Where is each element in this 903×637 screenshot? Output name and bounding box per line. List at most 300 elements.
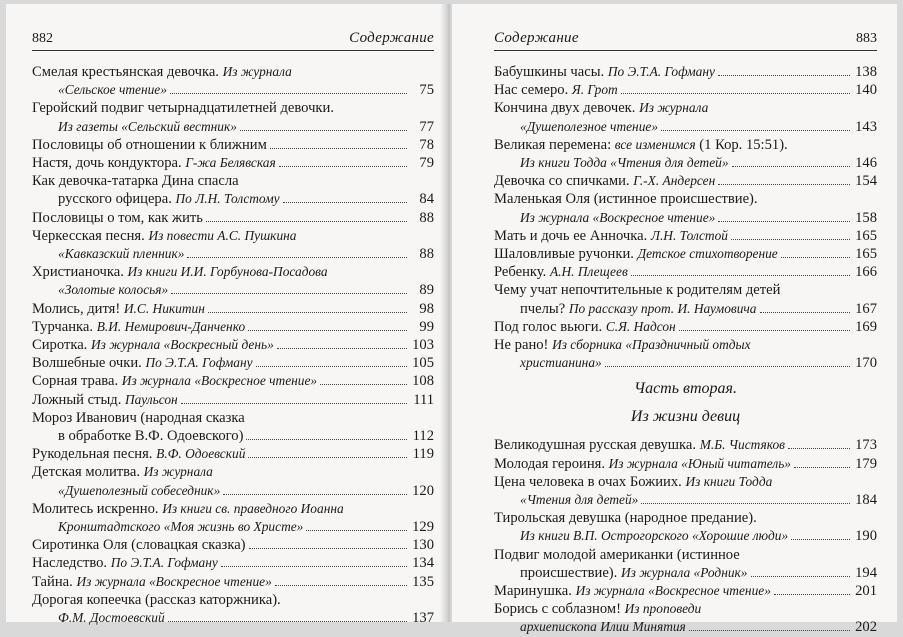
toc-entry: [494, 63, 877, 81]
dot-leader: [718, 221, 850, 222]
toc-page-number: 201: [855, 583, 877, 600]
toc-entry-text: [520, 209, 715, 227]
toc-entry-line: [32, 372, 434, 390]
toc-entry-text: [494, 455, 791, 473]
toc-entry-line: [32, 409, 434, 427]
dot-leader: [249, 548, 407, 549]
toc-entry-line: [32, 536, 434, 554]
toc-entry-source: «Душеполезный собеседник»: [58, 482, 221, 498]
toc-entry-title: Мать и дочь ее Анночка.: [494, 227, 651, 244]
dot-leader: [306, 530, 407, 531]
toc-entry-continuation: [32, 245, 434, 263]
toc-entry: [32, 209, 434, 227]
dot-leader: [605, 366, 850, 367]
dot-leader: [275, 585, 407, 586]
toc-entry-title: Под голос вьюги.: [494, 318, 606, 335]
toc-entry-text: [32, 409, 245, 427]
toc-entry-text: [494, 436, 785, 454]
toc-entry-text: [494, 263, 628, 281]
page-number: 883: [856, 31, 877, 46]
toc-entry: [32, 554, 434, 572]
toc-entry: [32, 318, 434, 336]
toc-entry-source: По Э.Т.А. Гофману: [607, 64, 715, 79]
dot-leader: [168, 621, 407, 622]
toc-entry: [32, 336, 434, 354]
toc-entry: [494, 172, 877, 190]
toc-entry-text: [494, 136, 788, 154]
toc-entry-line: [32, 63, 434, 81]
toc-entry-source: И.С. Никитин: [123, 300, 205, 316]
toc-entry-source: Из книги В.П. Острогорского «Хорошие люди»: [520, 528, 789, 544]
toc-entry-source: Из книги Тодда «Чтения для детей»: [520, 155, 729, 171]
toc-entry-continuation: [32, 190, 434, 208]
toc-entry-continuation: [494, 300, 877, 318]
toc-entry-title: Дорогая копеечка (рассказ каторжника).: [32, 591, 281, 608]
toc-entry-text: [520, 118, 658, 136]
toc-entry-title: Сиротка.: [32, 337, 91, 354]
toc-entry-title: Девочка со спичками.: [494, 173, 634, 190]
toc-entry: [32, 263, 434, 299]
toc-page-number: 166: [855, 264, 877, 281]
toc-page-number: 135: [412, 573, 434, 590]
dot-leader: [774, 594, 850, 595]
toc-entry-title: русского офицера.: [58, 191, 176, 208]
toc-entry: [32, 354, 434, 372]
toc-entry-source: Из журнала: [143, 464, 213, 480]
toc-entry: [494, 281, 877, 317]
dot-leader: [223, 494, 407, 495]
toc-entry-title: Борись с соблазном!: [494, 601, 625, 618]
page-number: 882: [32, 31, 53, 46]
toc-entry-source: Из журнала «Воскресное чтение»: [76, 573, 272, 589]
toc-entry-line: [494, 473, 877, 491]
dot-leader: [751, 576, 851, 577]
toc-entry-text: [32, 318, 245, 336]
dot-leader: [248, 457, 407, 458]
toc-entry-text: [58, 281, 168, 299]
toc-page-number: 98: [419, 300, 434, 317]
toc-entry-line: [494, 455, 877, 473]
toc-entry-text: [494, 336, 751, 354]
toc-entry-title: Бабушкины часы.: [494, 64, 608, 80]
toc-entry-title: Волшебные очки.: [32, 355, 146, 372]
toc-entry-title: Маринушка.: [494, 583, 576, 600]
toc-entry-source: Из книги И.И. Горбунова-Посадова: [127, 264, 328, 280]
toc-entry: [32, 591, 434, 627]
toc-entry-source: Из журнала: [222, 64, 292, 79]
toc-entry-source: С.Я. Надсон: [605, 318, 676, 334]
toc-entry-source: М.Б. Чистяков: [699, 437, 785, 453]
toc-entry-text: [494, 63, 715, 81]
dot-leader: [221, 566, 407, 567]
toc-entry-source: Паульсон: [125, 391, 178, 407]
toc-page-number: 84: [419, 191, 434, 208]
toc-entry-text: [494, 245, 778, 263]
toc-entry-title: Великая перемена:: [494, 136, 615, 153]
left-page-header: [32, 4, 434, 51]
toc-entry-title: происшествие).: [520, 564, 621, 581]
toc-entry: [494, 81, 877, 99]
dot-leader: [718, 184, 850, 185]
toc-entry-line: [32, 354, 434, 372]
toc-entry-text: [494, 227, 728, 245]
part-subtitle: Из жизни девиц: [630, 408, 741, 426]
toc-page-number: 158: [855, 209, 877, 226]
toc-entry-text: [58, 518, 303, 536]
toc-entry-text: [58, 245, 184, 263]
toc-entry-text: [32, 227, 296, 245]
toc-entry-text: [494, 318, 676, 336]
toc-entry-continuation: [32, 518, 434, 536]
toc-entry: [32, 391, 434, 409]
toc-entry: [32, 136, 434, 154]
toc-entry-title: Тайна.: [32, 573, 77, 590]
toc-entry: [32, 227, 434, 263]
toc-entry-source: «Кавказский пленник»: [58, 246, 185, 262]
toc-page-number: 194: [855, 564, 877, 581]
toc-entry-title: (1 Кор. 15:51).: [695, 136, 788, 153]
toc-page-number: 165: [855, 246, 877, 263]
toc-entry-text: [494, 172, 715, 190]
toc-entry-continuation: [32, 609, 434, 627]
toc-page-number: 169: [855, 318, 877, 335]
toc-entry-line: [494, 63, 877, 81]
toc-entry-line: [494, 81, 877, 99]
toc-entry-title: Настя, дочь кондуктора.: [32, 155, 186, 172]
toc-entry-text: [32, 573, 272, 591]
toc-page-number: 89: [419, 282, 434, 299]
dot-leader: [781, 257, 850, 258]
toc-entry-source: Л.Н. Толстой: [650, 227, 728, 243]
toc-entry-text: [494, 509, 757, 527]
toc-page-number: 77: [419, 118, 434, 135]
toc-entry-title: Кончина двух девочек.: [494, 100, 640, 117]
toc-entry-source: Из журнала: [639, 100, 709, 116]
toc-entry: [494, 455, 877, 473]
toc-entry-line: [32, 500, 434, 518]
dot-leader: [760, 312, 851, 313]
toc-entry-source: Детское стихотворение: [637, 246, 778, 262]
toc-entry-text: [58, 81, 167, 99]
toc-entry-continuation: [32, 281, 434, 299]
toc-entry-source: В.И. Немирович-Данченко: [96, 318, 246, 334]
toc-entry: [32, 536, 434, 554]
toc-entry-title: Наследство.: [32, 555, 111, 572]
toc-entry-source: Из журнала «Воскресное чтение»: [520, 209, 716, 225]
toc-entry-line: [32, 591, 434, 609]
toc-list-right: [494, 63, 877, 372]
toc-entry-text: [32, 591, 281, 609]
toc-entry-line: [494, 582, 877, 600]
toc-entry-source: архиепископа Илии Минятия: [520, 619, 686, 635]
toc-page-number: 108: [412, 373, 434, 390]
toc-entry-text: [494, 281, 780, 299]
toc-entry-text: [32, 263, 328, 281]
toc-entry-text: [32, 445, 245, 463]
toc-page-number: 170: [855, 355, 877, 372]
toc-entry-source: Из журнала «Воскресный день»: [90, 337, 274, 353]
toc-entry-source: Кронштадтского «Моя жизнь во Христе»: [58, 519, 304, 535]
dot-leader: [246, 439, 407, 440]
toc-entry-title: Сорная трава.: [32, 373, 122, 390]
toc-entry: [494, 99, 877, 135]
toc-entry: [32, 99, 434, 135]
toc-entry: [494, 336, 877, 372]
toc-entry-line: [494, 172, 877, 190]
toc-entry: [32, 154, 434, 172]
toc-entry-line: [32, 263, 434, 281]
toc-entry: [32, 409, 434, 445]
toc-entry-text: [58, 482, 220, 500]
toc-page-number: 134: [412, 555, 434, 572]
right-page-header: [494, 4, 877, 51]
toc-entry-text: [32, 172, 239, 190]
running-title: Содержание: [494, 30, 579, 46]
toc-page-number: 173: [855, 437, 877, 454]
toc-entry-text: [520, 154, 729, 172]
toc-entry-text: [32, 354, 253, 372]
toc-entry: [32, 573, 434, 591]
toc-page-number: 112: [412, 428, 434, 445]
toc-entry: [494, 318, 877, 336]
toc-entry: [494, 245, 877, 263]
toc-page-number: 105: [412, 355, 434, 372]
toc-list-right-part2: [494, 436, 877, 636]
toc-entry-line: [32, 209, 434, 227]
toc-entry-source: По Э.Т.А. Гофману: [145, 355, 253, 371]
toc-entry-line: [32, 463, 434, 481]
toc-entry-source: В.Ф. Одоевский: [156, 446, 246, 462]
toc-entry-text: [520, 527, 788, 545]
toc-entry: [494, 546, 877, 582]
toc-entry-title: Пословицы о том, как жить: [32, 209, 203, 226]
toc-entry-text: [520, 300, 757, 318]
dot-leader: [732, 166, 850, 167]
toc-page-number: 165: [855, 227, 877, 244]
toc-entry-source: Из журнала «Родник»: [620, 564, 748, 580]
toc-entry-text: [494, 81, 618, 99]
toc-entry: [494, 600, 877, 636]
dot-leader: [794, 467, 850, 468]
dot-leader: [788, 448, 850, 449]
toc-entry-text: [32, 136, 267, 154]
toc-page-number: 88: [419, 209, 434, 226]
toc-entry-source: Ф.М. Достоевский: [58, 610, 165, 626]
toc-entry-text: [32, 463, 213, 481]
toc-entry-title: Великодушная русская девушка.: [494, 437, 700, 454]
toc-entry-line: [494, 136, 877, 154]
toc-entry-title: Чему учат непочтительные к родителям детей: [494, 282, 781, 299]
toc-entry-source: «Сельское чтение»: [58, 82, 167, 98]
toc-entry-text: [494, 473, 772, 491]
dot-leader: [689, 630, 850, 631]
toc-entry-continuation: [494, 491, 877, 509]
toc-entry: [494, 136, 877, 172]
dot-leader: [170, 93, 407, 94]
toc-entry-line: [32, 300, 434, 318]
toc-entry-line: [494, 546, 877, 564]
dot-leader: [279, 166, 407, 167]
toc-entry-title: Мороз Иванович (народная сказка: [32, 409, 245, 426]
toc-entry-line: [494, 336, 877, 354]
toc-entry-title: Смелая крестьянская девочка.: [32, 64, 223, 80]
toc-entry-continuation: [494, 154, 877, 172]
toc-entry-title: Нас семеро.: [494, 82, 572, 99]
toc-entry-source: По Э.Т.А. Гофману: [110, 555, 218, 571]
toc-entry-source: Г.-Х. Андерсен: [633, 173, 716, 189]
toc-entry-text: [32, 391, 178, 409]
toc-entry-source: все изменимся: [614, 136, 696, 152]
toc-entry-text: [58, 609, 165, 627]
toc-page-number: 75: [419, 82, 434, 99]
toc-entry-line: [32, 227, 434, 245]
toc-entry-source: Из книги Тодда: [685, 473, 773, 489]
toc-list-left: [32, 63, 434, 627]
toc-page-number: 88: [419, 246, 434, 263]
toc-entry-line: [494, 509, 877, 527]
toc-entry-text: [494, 190, 758, 208]
toc-entry-line: [32, 336, 434, 354]
toc-entry-continuation: [494, 118, 877, 136]
toc-entry-source: Из журнала «Юный читатель»: [608, 455, 791, 471]
dot-leader: [187, 257, 407, 258]
toc-entry-title: Геройский подвиг четырнадцатилетней девочки.: [32, 100, 334, 117]
toc-page-number: 99: [419, 318, 434, 335]
toc-entry-title: Черкесская песня.: [32, 227, 149, 244]
right-page: [452, 4, 897, 636]
toc-page-number: 111: [413, 391, 434, 408]
toc-entry-line: [494, 227, 877, 245]
toc-entry-text: [32, 154, 276, 172]
toc-page-number: 119: [412, 446, 434, 463]
toc-entry-text: [32, 500, 344, 518]
toc-entry-source: Из журнала «Воскресное чтение»: [575, 583, 771, 599]
toc-page-number: 129: [412, 519, 434, 536]
toc-entry-text: [32, 536, 246, 554]
toc-page-number: 190: [855, 528, 877, 545]
dot-leader: [277, 348, 407, 349]
toc-page-number: 120: [412, 482, 434, 499]
toc-entry-title: Молись, дитя!: [32, 300, 124, 317]
toc-entry-line: [494, 600, 877, 618]
toc-entry-line: [32, 154, 434, 172]
dot-leader: [731, 239, 850, 240]
toc-entry: [32, 463, 434, 499]
toc-page-number: 79: [419, 155, 434, 172]
toc-entry-text: [494, 99, 708, 117]
toc-entry-continuation: [32, 482, 434, 500]
toc-entry: [32, 445, 434, 463]
toc-entry-line: [494, 263, 877, 281]
toc-entry-line: [494, 245, 877, 263]
toc-entry-line: [494, 99, 877, 117]
toc-entry-title: Детская молитва.: [32, 464, 144, 481]
toc-entry: [494, 436, 877, 454]
toc-entry-continuation: [494, 527, 877, 545]
toc-entry-text: [494, 600, 701, 618]
dot-leader: [791, 539, 850, 540]
toc-entry-continuation: [32, 427, 434, 445]
dot-leader: [171, 293, 407, 294]
toc-entry-line: [32, 99, 434, 117]
toc-entry-line: [32, 445, 434, 463]
toc-entry-text: [494, 546, 740, 564]
toc-entry-text: [58, 190, 280, 208]
toc-entry-source: «Чтения для детей»: [520, 492, 639, 508]
dot-leader: [256, 366, 407, 367]
toc-entry: [494, 190, 877, 226]
toc-entry: [32, 500, 434, 536]
toc-entry-title: Рукодельная песня.: [32, 446, 157, 463]
toc-page-number: 202: [855, 619, 877, 636]
toc-entry-source: христианина»: [520, 355, 602, 371]
toc-entry-continuation: [494, 209, 877, 227]
toc-entry-line: [494, 318, 877, 336]
toc-entry-title: Ложный стыд.: [32, 391, 126, 408]
toc-page-number: 179: [855, 455, 877, 472]
toc-page-number: 103: [412, 337, 434, 354]
toc-entry-source: Г-жа Белявская: [185, 155, 276, 171]
toc-entry-source: Из журнала «Воскресное чтение»: [121, 373, 318, 389]
toc-entry: [32, 372, 434, 390]
toc-entry: [32, 172, 434, 208]
toc-entry-title: в обработке В.Ф. Одоевского): [58, 428, 244, 445]
toc-entry-line: [32, 573, 434, 591]
running-title: Содержание: [349, 30, 434, 46]
toc-entry-source: Из повести А.С. Пушкина: [148, 227, 297, 243]
toc-entry-continuation: [32, 81, 434, 99]
toc-entry-text: [32, 99, 334, 117]
toc-entry: [32, 300, 434, 318]
toc-page-number: 137: [412, 610, 434, 627]
toc-entry-title: Ребенку.: [494, 264, 550, 281]
toc-entry-text: [32, 63, 292, 81]
toc-entry-continuation: [32, 118, 434, 136]
dot-leader: [248, 330, 407, 331]
toc-entry-text: [494, 582, 771, 600]
toc-entry-title: Как девочка-татарка Дина спасла: [32, 173, 239, 190]
toc-entry-source: По Л.Н. Толстому: [175, 191, 280, 207]
dot-leader: [208, 312, 407, 313]
toc-entry-text: [32, 554, 218, 572]
toc-entry: [494, 473, 877, 509]
toc-page-number: 143: [855, 118, 877, 135]
toc-entry-title: Христианочка.: [32, 264, 128, 281]
dot-leader: [661, 130, 850, 131]
toc-entry-text: [32, 209, 203, 227]
toc-entry-text: [32, 372, 317, 390]
toc-page-number: 78: [419, 136, 434, 153]
toc-entry-source: По рассказу прот. И. Наумовича: [568, 300, 757, 316]
dot-leader: [679, 330, 850, 331]
toc-entry-text: [58, 427, 243, 445]
toc-entry-source: «Душеполезное чтение»: [520, 118, 659, 134]
toc-entry-title: Подвиг молодой американки (истинное: [494, 546, 740, 563]
toc-entry-source: Из книги св. праведного Иоанна: [162, 500, 344, 516]
dot-leader: [283, 202, 407, 203]
toc-entry: [32, 63, 434, 99]
toc-entry-text: [520, 354, 602, 372]
toc-entry-source: Из проповеди: [624, 601, 702, 617]
toc-entry-line: [32, 554, 434, 572]
toc-entry-title: Цена человека в очах Божиих.: [494, 473, 686, 490]
dot-leader: [270, 148, 407, 149]
toc-entry-text: [520, 564, 748, 582]
toc-entry-source: Из сборника «Праздничный отдых: [552, 337, 751, 353]
toc-entry: [494, 263, 877, 281]
dot-leader: [181, 403, 407, 404]
toc-entry-title: Шаловливые ручонки.: [494, 246, 638, 263]
